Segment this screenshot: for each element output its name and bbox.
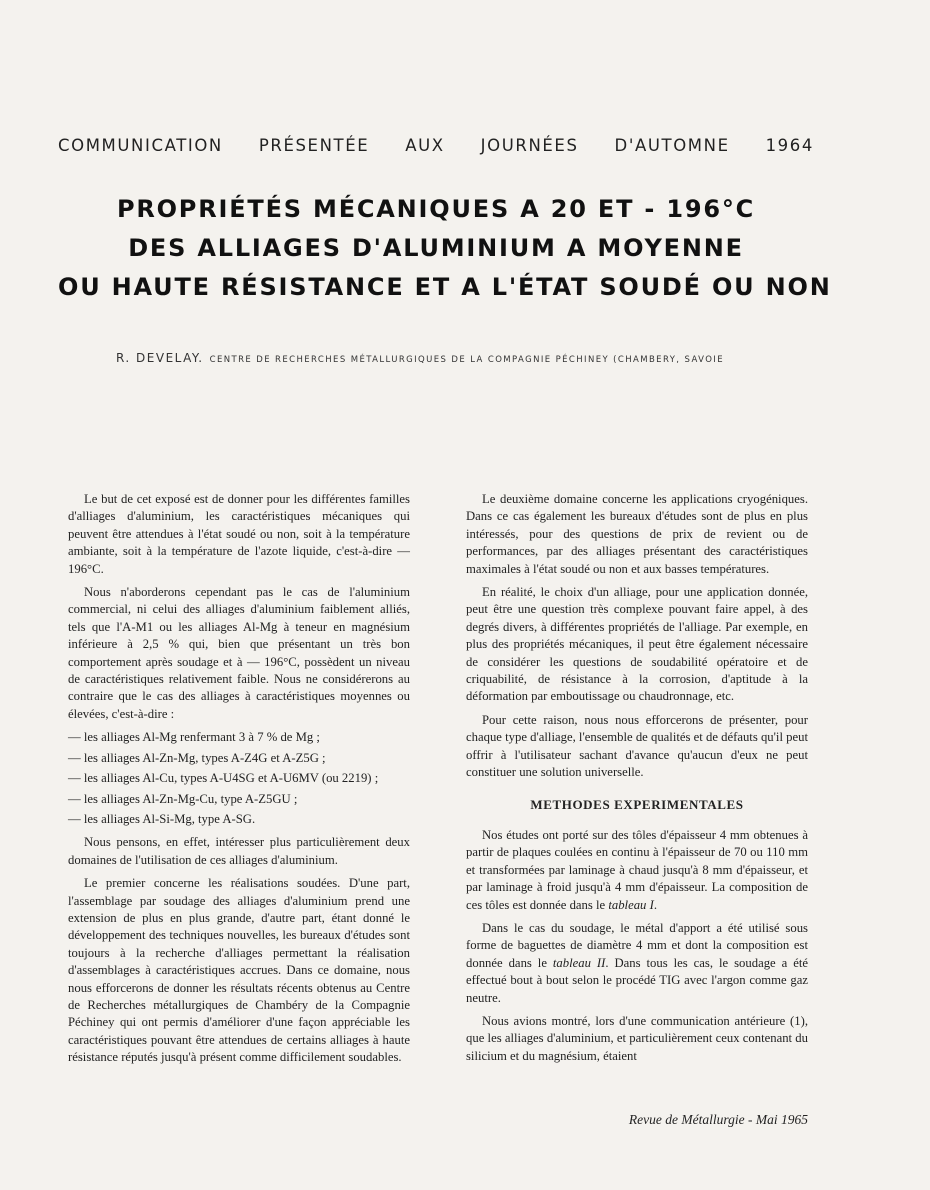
paragraph: En réalité, le choix d'un alliage, pour une application donnée, peut être une question très complexe pouvant faire appel, à des degrés divers, à différentes propriétés de l'alliage. Par exemple, en plus des propriétés mécaniques, il peut être également nécessaire de considérer les questions de soudabilité opératoire et de criquabilité, de résistance à la corrosion, d'aptitude à la déformation par emboutissage ou chaudronnage, etc. (466, 585, 808, 704)
section-heading: METHODES EXPERIMENTALES (530, 796, 744, 812)
conference-header (58, 136, 814, 155)
header-word: AUX (405, 136, 445, 155)
journal-footer: Revue de Métallurgie - Mai 1965 (628, 1112, 808, 1127)
table-reference: tableau II (552, 955, 606, 970)
header-word: PRÉSENTÉE (258, 136, 370, 155)
header-word: D'AUTOMNE (614, 136, 730, 155)
paragraph: Nous n'aborderons cependant pas le cas de l'aluminium commercial, ni celui des alliages d'aluminium faiblement alliés, tels que l'A-M1 ou les alliages Al-Mg à teneur en magnésium inférieure à 2,5 % qui, bien que présentant un très bon comportement après soudage et à — 196°C, possèdent un niveau de caractéristiques relativement faible. Nous ne considérerons au contraire que le cas des alliages à caractéristiques moyennes ou élevées, c'est-à-dire : (68, 585, 410, 721)
paragraph-text: . (653, 897, 657, 912)
title-line-2: DES ALLIAGES D'ALUMINIUM A MOYENNE (128, 234, 744, 262)
right-column (466, 491, 808, 1071)
paragraph (466, 827, 808, 914)
article-title (58, 190, 832, 307)
title-line-1: PROPRIÉTÉS MÉCANIQUES A 20 ET - 196°C (116, 195, 756, 223)
list-item: — les alliages Al-Cu, types A-U4SG et A-U6MV (ou 2219) ; (68, 770, 410, 787)
header-word: COMMUNICATION (58, 136, 223, 155)
list-item: — les alliages Al-Zn-Mg, types A-Z4G et A-Z5G ; (68, 750, 410, 767)
paragraph: Le deuxième domaine concerne les applications cryogéniques. Dans ce cas également les bureaux d'études sont de plus en plus intéressés, pour des questions de prix de revient ou de performances, par des alliages présentant des caractéristiques maximales à l'état soudé ou non et aux basses températures. (466, 492, 808, 576)
header-word: 1964 (765, 136, 814, 155)
paragraph: Pour cette raison, nous nous efforcerons de présenter, pour chaque type d'alliage, l'ensemble de qualités et de défauts qu'il peut offrir à l'utilisateur sachant d'avance qu'aucun d'eux ne peut constituer une solution universelle. (466, 712, 808, 780)
paragraph: Le premier concerne les réalisations soudées. D'une part, l'assemblage par soudage des alliages d'aluminium prend une extension de plus en plus grande, d'autre part, étant donné le développement des techniques nouvelles, les bureaux d'études sont toujours à la recherche d'alliages permettant la réalisation d'assemblages à caractéristiques accrues. Dans ce domaine, nous nous efforcerons de donner les résultats récents obtenus au Centre de Recherches métallurgiques de Chambéry de la Compagnie Péchiney qui ont permis d'améliorer d'une façon appréciable les caractéristiques pouvant être attendues de certains alliages à haute résistance réputés jusqu'à présent comme difficilement soudables. (68, 876, 410, 1065)
author-affiliation: CENTRE DE RECHERCHES MÉTALLURGIQUES DE LA COMPAGNIE PÉCHINEY (CHAMBERY, SAVOIE (209, 355, 724, 365)
paragraph-text: Nos études ont porté sur des tôles d'épaisseur 4 mm obtenues à partir de plaques coulées en continu à l'épaisseur de 70 ou 110 mm et transformées par laminage à chaud jusqu'à 8 mm d'épaisseur, et par laminage à froid jusqu'à 4 mm d'épaisseur. La composition de ces tôles est donnée dans le (466, 827, 808, 912)
list-item: — les alliages Al-Mg renfermant 3 à 7 % de Mg ; (68, 729, 410, 746)
paragraph (466, 920, 808, 1007)
paragraph-text: . Dans tous les cas, le soudage a été effectué bout à bout selon le procédé TIG avec l'argon comme gaz neutre. (466, 955, 808, 1005)
author-name: R. DEVELAY. (116, 351, 204, 365)
header-word: JOURNÉES (480, 136, 579, 155)
author-line (116, 347, 756, 366)
alloy-list (68, 729, 410, 828)
list-item: — les alliages Al-Si-Mg, type A-SG. (68, 811, 410, 828)
paragraph: Nous avions montré, lors d'une communication antérieure (1), que les alliages d'aluminium, et particulièrement ceux contenant du silicium et du magnésium, étaient (466, 1013, 808, 1063)
paragraph: Nous pensons, en effet, intéresser plus particulièrement deux domaines de l'utilisation de ces alliages d'aluminium. (68, 835, 410, 867)
title-line-3: OU HAUTE RÉSISTANCE ET A L'ÉTAT SOUDÉ OU NON (58, 273, 832, 301)
left-column (68, 491, 410, 1073)
paragraph: Le but de cet exposé est de donner pour les différentes familles d'alliages d'aluminium, les caractéristiques mécaniques qui peuvent être attendues à l'état soudé ou non, soit à la température ambiante, soit à la température de l'azote liquide, c'est-à-dire — 196°C. (68, 492, 410, 576)
table-reference: tableau I (608, 897, 654, 912)
list-item: — les alliages Al-Zn-Mg-Cu, type A-Z5GU ; (68, 791, 410, 808)
paragraph-text: Dans le cas du soudage, le métal d'apport a été utilisé sous forme de baguettes de diamètre 4 mm et dont la composition est donnée dans le (466, 920, 808, 970)
